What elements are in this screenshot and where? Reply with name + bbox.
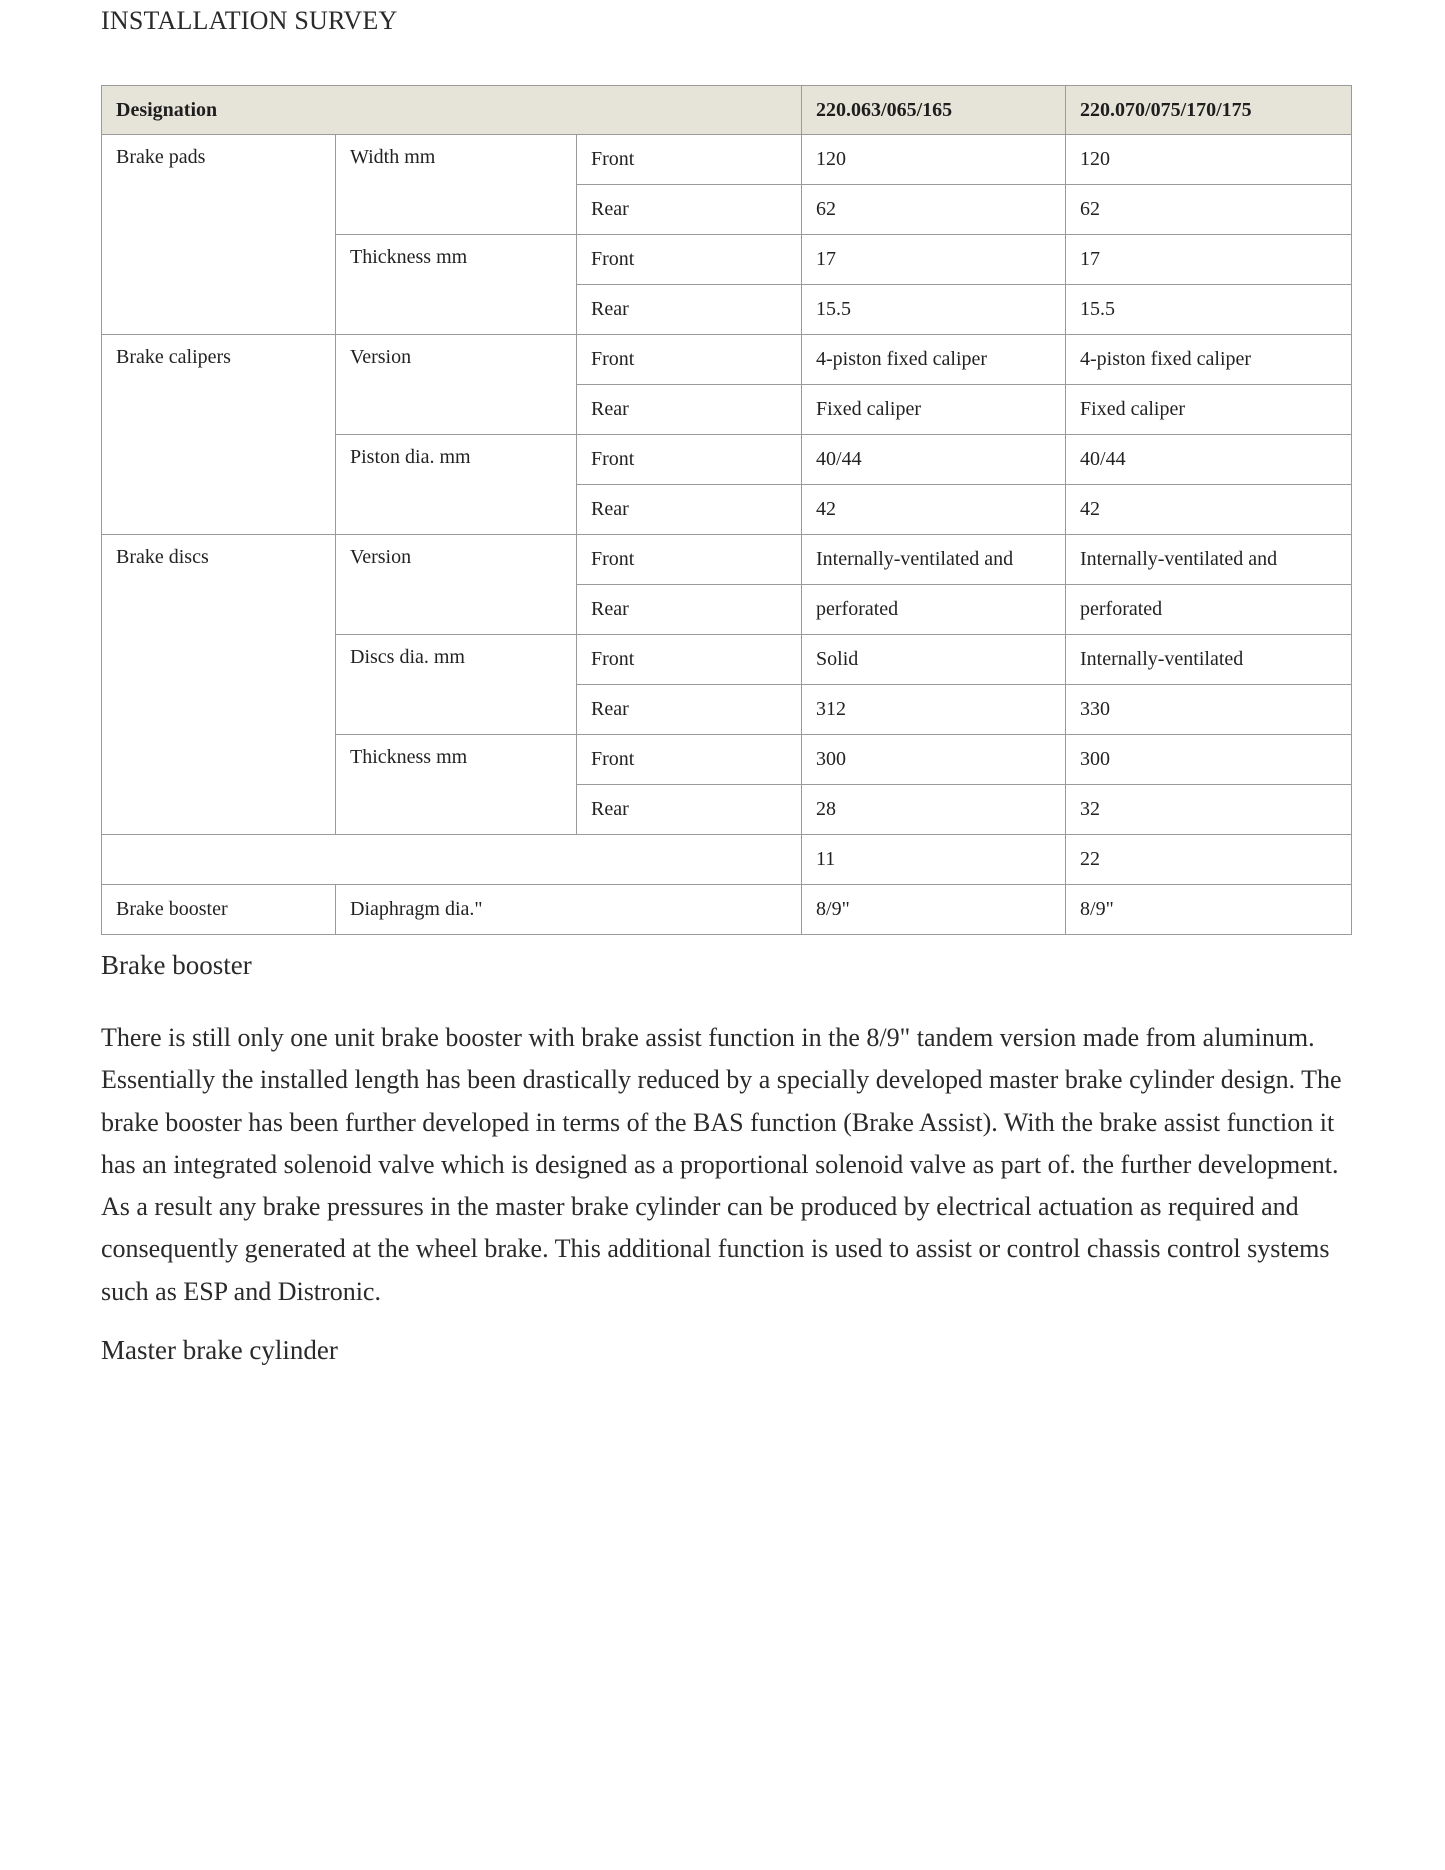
- position-cell: Rear: [577, 285, 802, 335]
- header-model-a: 220.063/065/165: [802, 86, 1066, 135]
- subgroup-pads-width: Width mm: [336, 135, 577, 235]
- header-designation: Designation: [102, 86, 802, 135]
- value-cell-a: 312: [802, 685, 1066, 735]
- value-cell-b: 22: [1066, 835, 1352, 885]
- value-cell-b: 40/44: [1066, 435, 1352, 485]
- value-cell-b: 4-piston fixed caliper: [1066, 335, 1352, 385]
- group-brake-booster: Brake booster: [102, 885, 336, 935]
- value-cell-b: 32: [1066, 785, 1352, 835]
- value-cell-b: 15.5: [1066, 285, 1352, 335]
- brake-spec-table: [101, 85, 1352, 935]
- position-cell: Rear: [577, 385, 802, 435]
- position-cell: Front: [577, 135, 802, 185]
- value-cell-b: 300: [1066, 735, 1352, 785]
- value-cell-a: 120: [802, 135, 1066, 185]
- page-title: INSTALLATION SURVEY: [101, 6, 398, 35]
- value-cell-b: 120: [1066, 135, 1352, 185]
- position-cell: Rear: [577, 185, 802, 235]
- value-cell-a: Internally-ventilated and: [802, 535, 1066, 585]
- value-cell-a: 42: [802, 485, 1066, 535]
- value-cell-a: 17: [802, 235, 1066, 285]
- subgroup-booster-diaphragm: Diaphragm dia.": [336, 885, 802, 935]
- table-header-row: [102, 86, 1352, 135]
- heading-master-brake-cylinder: Master brake cylinder: [101, 1335, 338, 1365]
- table-row: [102, 135, 1352, 185]
- value-cell-a: 11: [802, 835, 1066, 885]
- heading-brake-booster: Brake booster: [101, 950, 252, 980]
- position-cell: Rear: [577, 785, 802, 835]
- subgroup-pads-thickness: Thickness mm: [336, 235, 577, 335]
- value-cell-b: Internally-ventilated: [1066, 635, 1352, 685]
- position-cell: Front: [577, 335, 802, 385]
- position-cell: Front: [577, 435, 802, 485]
- header-model-b: 220.070/075/170/175: [1066, 86, 1352, 135]
- table-row: [102, 535, 1352, 585]
- group-brake-discs: Brake discs: [102, 535, 336, 835]
- position-cell: Rear: [577, 585, 802, 635]
- value-cell-a: perforated: [802, 585, 1066, 635]
- value-cell-a: 300: [802, 735, 1066, 785]
- position-cell: Front: [577, 635, 802, 685]
- position-cell: Front: [577, 235, 802, 285]
- subgroup-calipers-piston: Piston dia. mm: [336, 435, 577, 535]
- group-brake-pads: Brake pads: [102, 135, 336, 335]
- value-cell-a: Fixed caliper: [802, 385, 1066, 435]
- value-cell-b: Fixed caliper: [1066, 385, 1352, 435]
- group-brake-calipers: Brake calipers: [102, 335, 336, 535]
- value-cell-b: 8/9": [1066, 885, 1352, 935]
- value-cell-a: 28: [802, 785, 1066, 835]
- value-cell-b: 17: [1066, 235, 1352, 285]
- value-cell-a: 62: [802, 185, 1066, 235]
- table-row: [102, 835, 1352, 885]
- value-cell-a: 15.5: [802, 285, 1066, 335]
- value-cell-a: Solid: [802, 635, 1066, 685]
- value-cell-a: 40/44: [802, 435, 1066, 485]
- subgroup-discs-dia: Discs dia. mm: [336, 635, 577, 735]
- table-row: [102, 885, 1352, 935]
- position-cell: Front: [577, 535, 802, 585]
- subgroup-discs-version: Version: [336, 535, 577, 635]
- table-row: [102, 335, 1352, 385]
- value-cell-a: 8/9": [802, 885, 1066, 935]
- position-cell: Front: [577, 735, 802, 785]
- value-cell-b: Internally-ventilated and: [1066, 535, 1352, 585]
- value-cell-b: 330: [1066, 685, 1352, 735]
- value-cell-b: 62: [1066, 185, 1352, 235]
- value-cell-b: perforated: [1066, 585, 1352, 635]
- position-cell: Rear: [577, 485, 802, 535]
- value-cell-a: 4-piston fixed caliper: [802, 335, 1066, 385]
- empty-label-cell: [102, 835, 802, 885]
- value-cell-b: 42: [1066, 485, 1352, 535]
- subgroup-discs-thickness: Thickness mm: [336, 735, 577, 835]
- subgroup-calipers-version: Version: [336, 335, 577, 435]
- paragraph-brake-booster: There is still only one unit brake booster with brake assist function in the 8/9" tandem version made from aluminum. Essentially the installed length has been drastically reduced by a specially developed master brake cylinder design. The brake booster has been further developed in terms of the BAS function (Brake Assist). With the brake assist function it has an integrated solenoid valve which is designed as a proportional solenoid valve as part of. the further development. As a result any brake pressures in the master brake cylinder can be produced by electrical actuation as required and consequently generated at the wheel brake. This additional function is used to assist or control chassis control systems such as ESP and Distronic.: [101, 1023, 1342, 1306]
- position-cell: Rear: [577, 685, 802, 735]
